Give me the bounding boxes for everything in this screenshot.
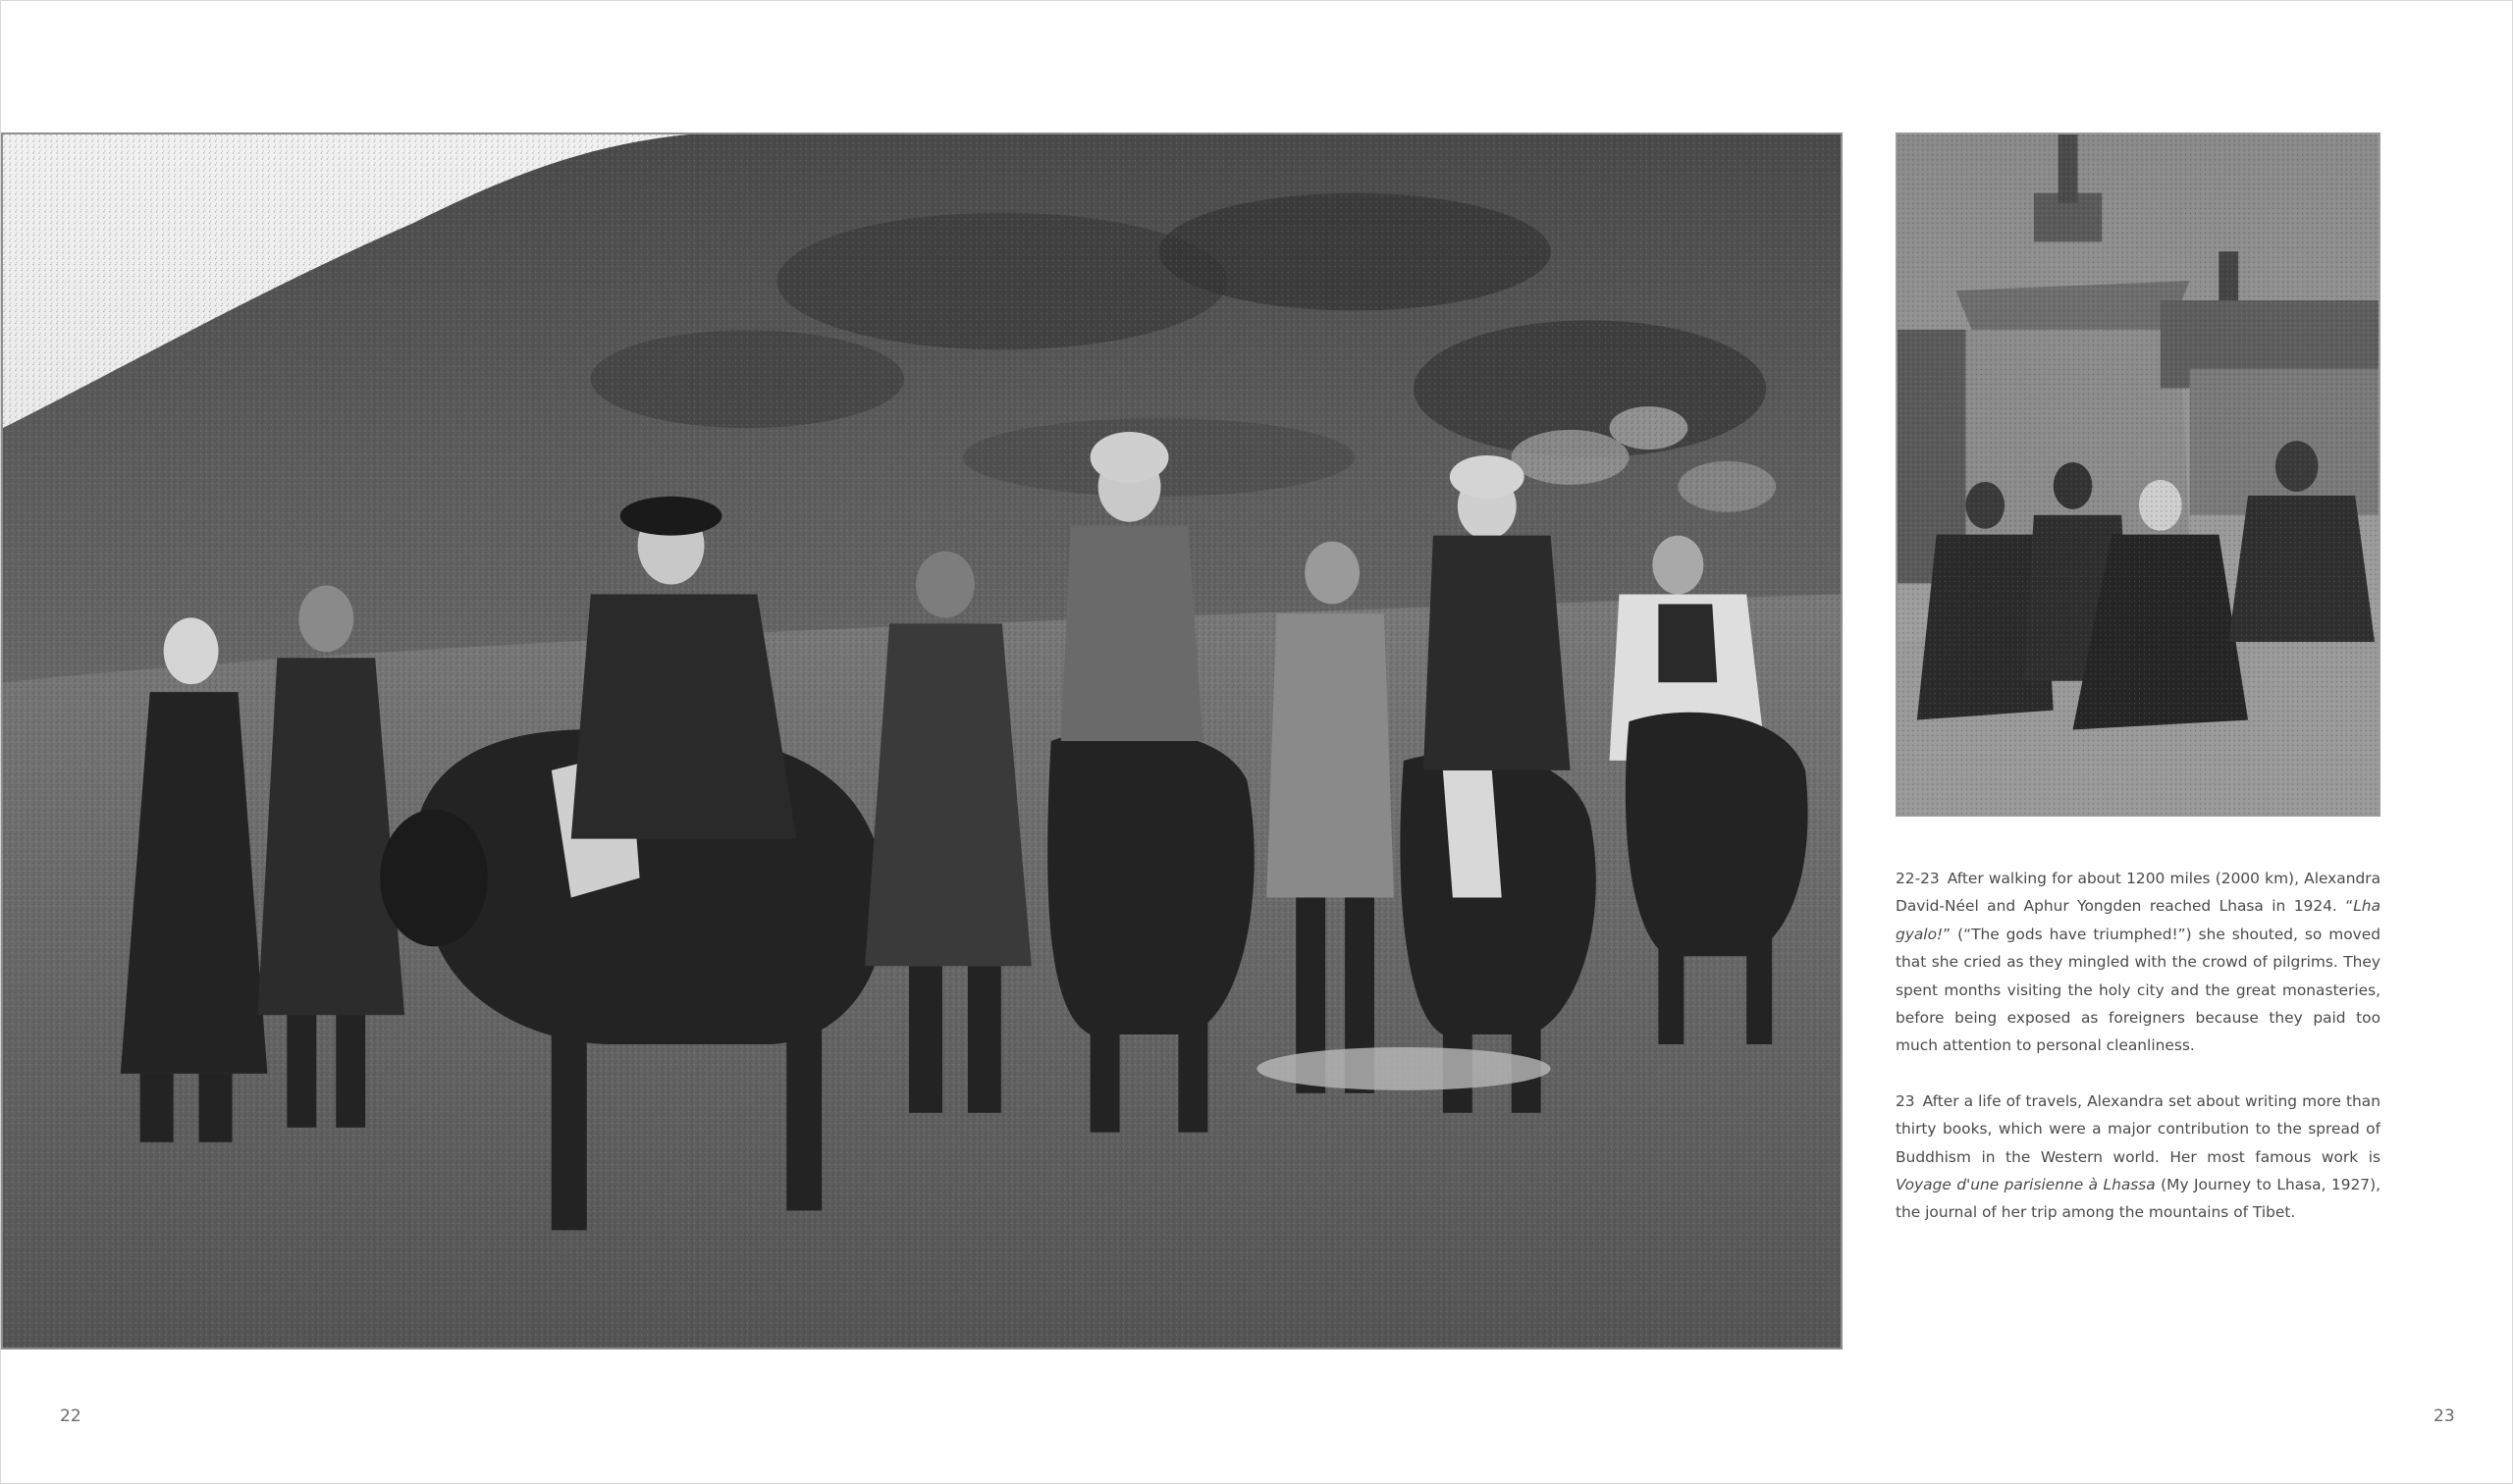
- caption-number: 23: [1896, 1091, 1915, 1110]
- photo-yak-caravan: [1, 132, 1843, 1350]
- caption-text: After walking for about 1200 miles (2000 km), Alexandra David-Néel and Aphur Yongden reached Lhasa in 1924. “: [1896, 870, 2380, 916]
- caption-italic-phrase: Lha gyalo!: [1896, 897, 2380, 943]
- photo-stupa-group-image: [1898, 134, 2379, 815]
- caption-number: 22-23: [1896, 870, 1940, 887]
- captions: [1896, 865, 2380, 1254]
- photo-yak-caravan-image: [3, 134, 1841, 1348]
- caption-book-title: Voyage d'une parisienne à Lhassa: [1896, 1176, 2156, 1194]
- caption-22-23: [1896, 865, 2380, 1060]
- caption-text-continued: (My Journey to Lhasa, 1927), the journal of her trip among the mountains of Tibet.: [1896, 1176, 2380, 1222]
- page-number-left: 22: [60, 1406, 81, 1426]
- caption-text: After a life of travels, Alexandra set about writing more than thirty books, which were a major contribution to the spread of Buddhism in the Western world. Her most famous work is: [1896, 1091, 2380, 1166]
- caption-23: [1896, 1087, 2380, 1227]
- page-number-right: 23: [2433, 1406, 2455, 1426]
- caption-text-continued: ” (“The gods have triumphed!”) she shouted, so moved that she cried as they mingled with the crowd of pilgrims. They spent months visiting the holy city and the great monasteries, before being exposed as foreigners because they paid too much attention to personal cleanliness.: [1896, 925, 2380, 1055]
- photo-stupa-group: [1896, 132, 2380, 817]
